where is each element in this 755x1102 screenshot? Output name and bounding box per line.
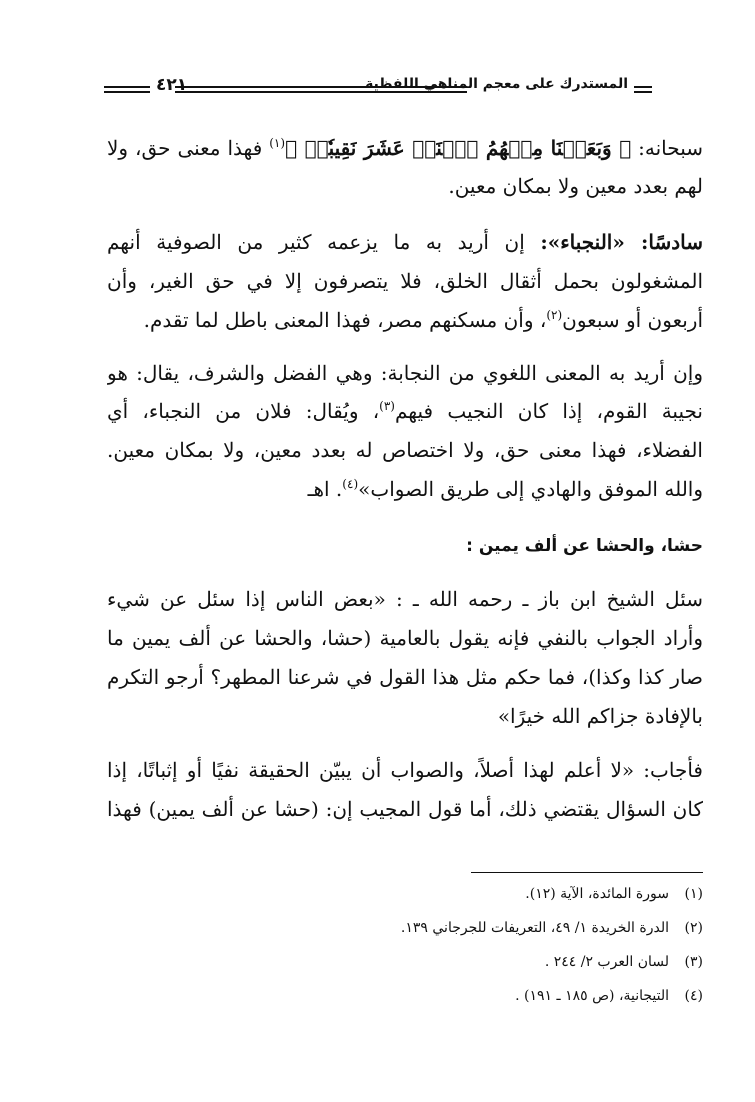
running-header: [104, 74, 652, 100]
text-line: بالإفادة جزاكم الله خيرًا»: [497, 704, 703, 728]
text-line: سئل الشيخ ابن باز ـ رحمه الله ـ : «بعض الناس إذا سئل عن شيء: [107, 587, 703, 611]
text-line: لهم بعدد معين ولا بمكان معين.: [448, 174, 703, 198]
text-line: فأجاب: «لا أعلم لهذا أصلاً، والصواب أن يبيّن الحقيقة نفيًا أو إثباتًا، إذا: [107, 758, 703, 782]
footnote-ref: (٣): [379, 399, 395, 413]
text-line: الفضلاء، فهذا معنى حق، ولا اختصاص له بعدد معين، ولا بمكان معين.: [107, 438, 703, 462]
text-line: صار كذا وكذا)، فما حكم مثل هذا القول في شرعنا المطهر؟ أرجو التكرم: [107, 665, 703, 689]
footnote-number: (١): [684, 886, 703, 902]
footnote-text: سورة المائدة، الآية (١٢).: [525, 886, 669, 902]
footnote: [525, 886, 703, 902]
footnote-number: (٤): [684, 988, 703, 1004]
footnote-separator: [471, 872, 703, 873]
section-heading: حشا، والحشا عن ألف يمين :: [466, 536, 703, 556]
text-line: أربعون أو سبعون$^{(٢)}$، وأن مسكنهم مصر، فهذا المعنى باطل لما تقدم.: [143, 308, 703, 332]
footnote: [545, 954, 703, 970]
footnote: [515, 988, 703, 1004]
text-line: والله الموفق والهادي إلى طريق الصواب»$^{(٤)}$. اهـ: [307, 477, 703, 501]
text-line: نجيبة القوم، إذا كان النجيب فيهم$^{(٣)}$، ويُقال: فلان من النجباء، أي: [107, 399, 703, 423]
header-title: المستدرك على معجم المناهي اللفظية: [365, 76, 628, 92]
text-line: وأراد الجواب بالنفي فإنه يقول بالعامية (حشا، والحشا عن ألف يمين ما: [107, 626, 703, 650]
section-label: سادسًا: «النجباء»:: [540, 230, 703, 254]
header-rule-left: [104, 86, 150, 93]
text-line: المشغولون بحمل أثقال الخلق، فلا يتصرفون إلا في حق الغير، وأن: [107, 269, 703, 293]
text-line: كان السؤال يقتضي ذلك، أما قول المجيب إن: (حشا عن ألف يمين) فهذا: [107, 797, 703, 821]
header-rule-right: [634, 86, 652, 93]
footnote: [401, 920, 703, 936]
text-line: سادسًا: «النجباء»: إن أريد به ما يزعمه كثير من الصوفية أنهم: [107, 230, 703, 254]
text-line: سبحانه: ﴿ وَبَعَثۡنَا مِنۡهُمُ ٱثۡنَيۡ عَشَرَ نَقِيبٗاۖ ﴾$^{(١)}$ فهذا معنى حق، ولا: [107, 136, 703, 160]
footnote-ref: (١): [269, 136, 286, 150]
header-rule-middle: [175, 86, 467, 93]
page-number: ٤٢١: [156, 75, 188, 95]
footnote-text: لسان العرب ٢/ ٢٤٤ .: [544, 954, 669, 970]
footnote-text: الدرة الخريدة ١/ ٤٩، التعريفات للجرجاني ١٣٩.: [400, 920, 669, 936]
footnote-number: (٣): [684, 954, 703, 970]
footnote-ref: (٤): [342, 477, 359, 491]
footnote-number: (٢): [684, 920, 703, 936]
footnote-ref: (٢): [546, 308, 563, 322]
quran-verse: ﴿ وَبَعَثۡنَا مِنۡهُمُ ٱثۡنَيۡ عَشَرَ نَقِيبٗاۖ ﴾: [285, 136, 632, 160]
footnote-text: التيجانية، (ص ١٨٥ ـ ١٩١) .: [515, 988, 669, 1004]
text-line: وإن أريد به المعنى اللغوي من النجابة: وهي الفضل والشرف، يقال: هو: [107, 361, 703, 385]
